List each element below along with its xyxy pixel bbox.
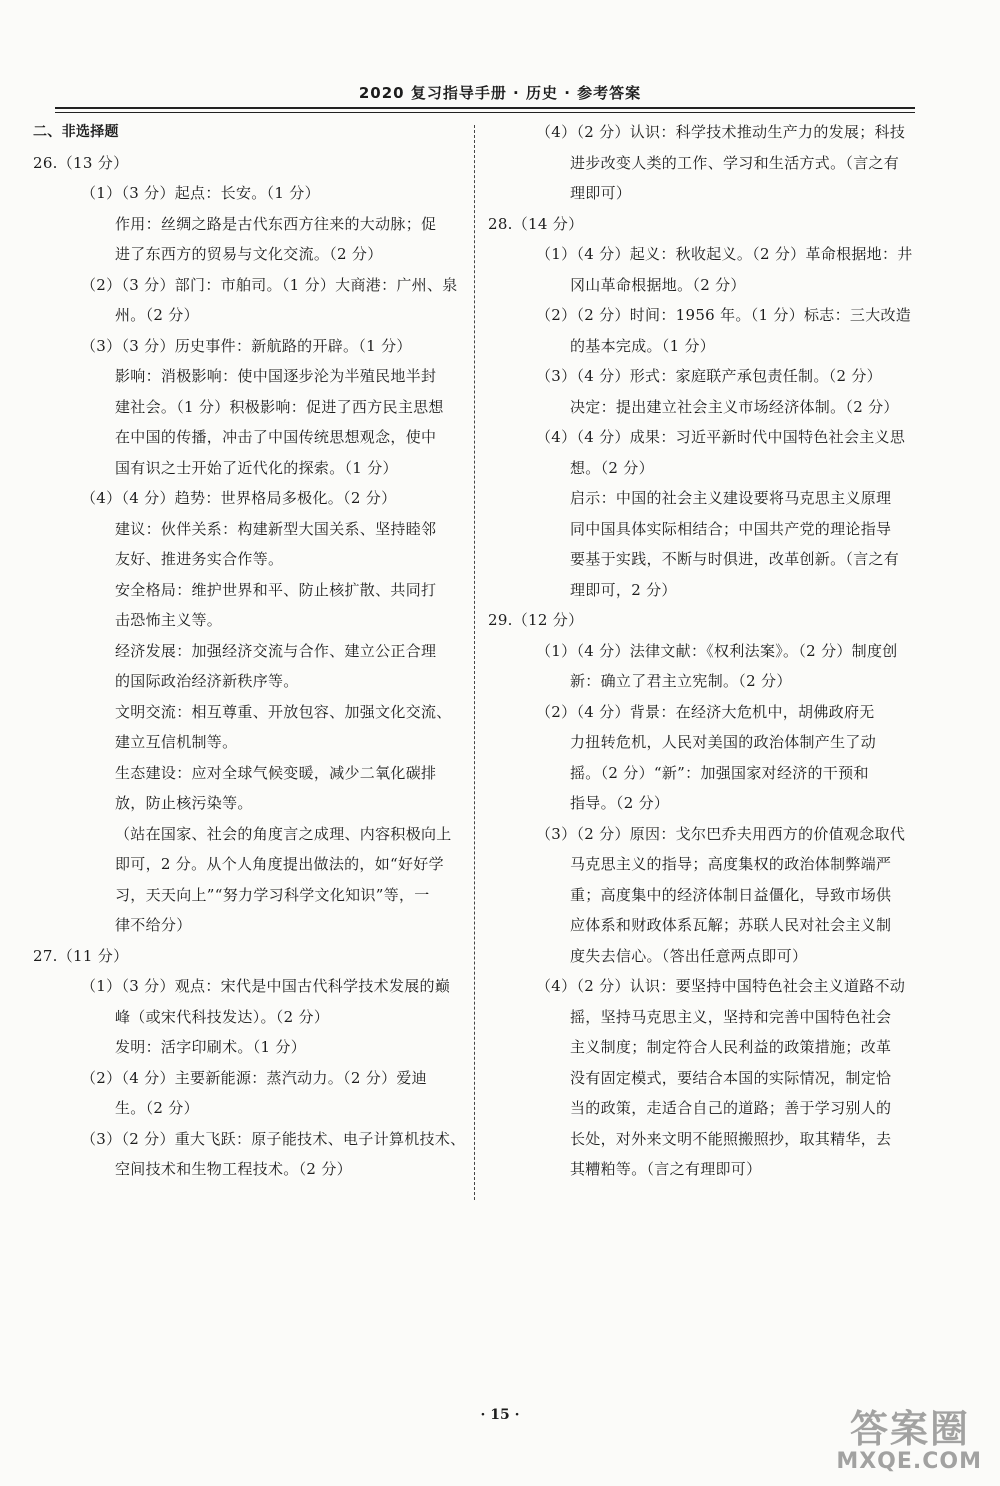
answer-line: （2）（3 分）部门：市舶司。（1 分）大商港：广州、泉 <box>81 275 458 294</box>
answer-line: （3）（2 分）重大飞跃：原子能技术、电子计算机技术、 <box>81 1129 465 1148</box>
answer-line: （3）（4 分）形式：家庭联产承包责任制。（2 分） <box>536 367 882 385</box>
header-rule-thin <box>55 112 915 113</box>
answer-line: 冈山革命根据地。（2 分） <box>570 275 746 294</box>
answer-line: 决定：提出建立社会主义市场经济体制。（2 分） <box>570 397 899 416</box>
answer-line: （站在国家、社会的角度言之成理、内容积极向上 <box>115 824 452 843</box>
answer-line: 其糟粕等。（言之有理即可） <box>570 1160 762 1178</box>
answer-line: 的基本完成。（1 分） <box>570 336 716 355</box>
answer-line: （3）（3 分）历史事件：新航路的开辟。（1 分） <box>81 336 412 355</box>
question-heading: 27.（11 分） <box>33 946 129 965</box>
answer-line: 当的政策，走适合自己的道路；善于学习别人的 <box>570 1099 892 1117</box>
answer-line: 摇。（2 分）“新”：加强国家对经济的干预和 <box>570 763 869 782</box>
answer-line: 长处，对外来文明不能照搬照抄，取其精华，去 <box>570 1129 892 1148</box>
answer-line: 在中国的传播，冲击了中国传统思想观念，使中 <box>115 428 437 446</box>
question-heading: 26.（13 分） <box>33 153 129 172</box>
answer-line: 峰（或宋代科技发达）。（2 分） <box>115 1007 330 1026</box>
answer-line: 安全格局：维护世界和平、防止核扩散、共同打 <box>115 580 437 599</box>
answer-line: 即可，2 分。从个人角度提出做法的，如“好好学 <box>115 855 444 873</box>
question-heading: 28.（14 分） <box>488 214 584 233</box>
answer-line: （1）（4 分）起义：秋收起义。（2 分）革命根据地：井 <box>536 245 913 263</box>
page-header-title: 2020 复习指导手册 · 历史 · 参考答案 <box>358 84 642 102</box>
answer-line: （2）（4 分）主要新能源：蒸汽动力。（2 分）爱迪 <box>81 1068 427 1087</box>
answer-line: （4）（2 分）认识：要坚持中国特色社会主义道路不动 <box>536 977 906 995</box>
question-heading: 二、非选择题 <box>33 124 119 140</box>
answer-line: 放，防止核污染等。 <box>115 794 253 812</box>
answer-line: 生。（2 分） <box>115 1099 199 1117</box>
answer-line: 建议：伙伴关系：构建新型大国关系、坚持睦邻 <box>115 519 437 538</box>
answer-line: 击恐怖主义等。 <box>115 611 223 629</box>
answer-line: 重；高度集中的经济体制日益僵化，导致市场供 <box>570 885 892 904</box>
answer-line: 启示：中国的社会主义建设要将马克思主义原理 <box>570 489 892 507</box>
answer-line: 州。（2 分） <box>115 306 199 324</box>
watermark-logo: 答案圈 <box>849 1407 970 1451</box>
answer-line: （4）（4 分）趋势：世界格局多极化。（2 分） <box>81 489 397 507</box>
answer-line: 理即可，2 分） <box>570 580 677 599</box>
answer-line: 马克思主义的指导；高度集权的政治体制弊端严 <box>570 855 892 873</box>
answer-line: 摇，坚持马克思主义，坚持和完善中国特色社会 <box>570 1007 892 1026</box>
answer-line: 进步改变人类的工作、学习和生活方式。（言之有 <box>570 153 900 172</box>
answer-line: 进了东西方的贸易与文化交流。（2 分） <box>115 245 383 263</box>
answer-line: 生态建设：应对全球气候变暖，减少二氧化碳排 <box>115 763 437 782</box>
answer-line: （3）（2 分）原因：戈尔巴乔夫用西方的价值观念取代 <box>536 824 906 843</box>
answer-line: （2）（4 分）背景：在经济大危机中，胡佛政府无 <box>536 702 875 721</box>
answer-line: 作用：丝绸之路是古代东西方往来的大动脉；促 <box>115 214 437 233</box>
answer-line: 建社会。（1 分）积极影响：促进了西方民主思想 <box>115 397 444 416</box>
answer-line: 没有固定模式，要结合本国的实际情况，制定恰 <box>570 1068 892 1087</box>
right-column <box>488 117 918 1185</box>
answer-line: （1）（3 分）观点：宋代是中国古代科学技术发展的巅 <box>81 977 451 995</box>
answer-line: 国有识之士开始了近代化的探索。（1 分） <box>115 458 398 477</box>
header-rule-thick <box>55 107 915 109</box>
answer-line: 新：确立了君主立宪制。（2 分） <box>570 672 792 690</box>
page-number: · 15 · <box>480 1407 520 1423</box>
answer-line: 习，天天向上”“努力学习科学文化知识”等，一 <box>115 885 430 904</box>
answer-line: 影响：消极影响：使中国逐步沦为半殖民地半封 <box>115 367 437 385</box>
answer-line: 力扭转危机，人民对美国的政治体制产生了动 <box>570 733 877 751</box>
question-heading: 29.（12 分） <box>488 611 584 629</box>
answer-line: （1）（4 分）法律文献：《权利法案》。（2 分）制度创 <box>536 641 898 660</box>
answer-line: 友好、推进务实合作等。 <box>115 550 284 568</box>
answer-line: 要基于实践，不断与时俱进，改革创新。（言之有 <box>570 550 900 568</box>
answer-line: 理即可） <box>570 184 632 202</box>
answer-line: 建立互信机制等。 <box>115 733 238 751</box>
answer-line: 想。（2 分） <box>570 458 654 477</box>
answer-line: 度失去信心。（答出任意两点即可） <box>570 946 808 965</box>
answer-line: 空间技术和生物工程技术。（2 分） <box>115 1160 352 1178</box>
column-divider <box>474 125 475 1200</box>
left-column <box>33 117 465 1185</box>
answer-line: 指导。（2 分） <box>570 794 670 812</box>
answer-line: 同中国具体实际相结合；中国共产党的理论指导 <box>570 519 892 538</box>
answer-line: 发明：活字印刷术。（1 分） <box>115 1038 307 1056</box>
answer-line: 文明交流：相互尊重、开放包容、加强文化交流、 <box>115 702 452 721</box>
answer-line: 应体系和财政体系瓦解；苏联人民对社会主义制 <box>570 916 892 934</box>
answer-line: 主义制度；制定符合人民利益的政策措施；改革 <box>570 1038 892 1056</box>
answer-line: （1）（3 分）起点：长安。（1 分） <box>81 184 320 202</box>
answer-line: （4）（2 分）认识：科学技术推动生产力的发展；科技 <box>536 123 906 141</box>
answer-line: 律不给分） <box>115 916 192 934</box>
watermark <box>808 1398 988 1474</box>
answer-line: （4）（4 分）成果：习近平新时代中国特色社会主义思 <box>536 428 906 446</box>
answer-line: 经济发展：加强经济交流与合作、建立公正合理 <box>115 641 437 660</box>
watermark-url: MXQE.COM <box>836 1449 982 1474</box>
answer-line: （2）（2 分）时间：1956 年。（1 分）标志：三大改造 <box>536 306 912 324</box>
answer-line: 的国际政治经济新秩序等。 <box>115 672 299 690</box>
